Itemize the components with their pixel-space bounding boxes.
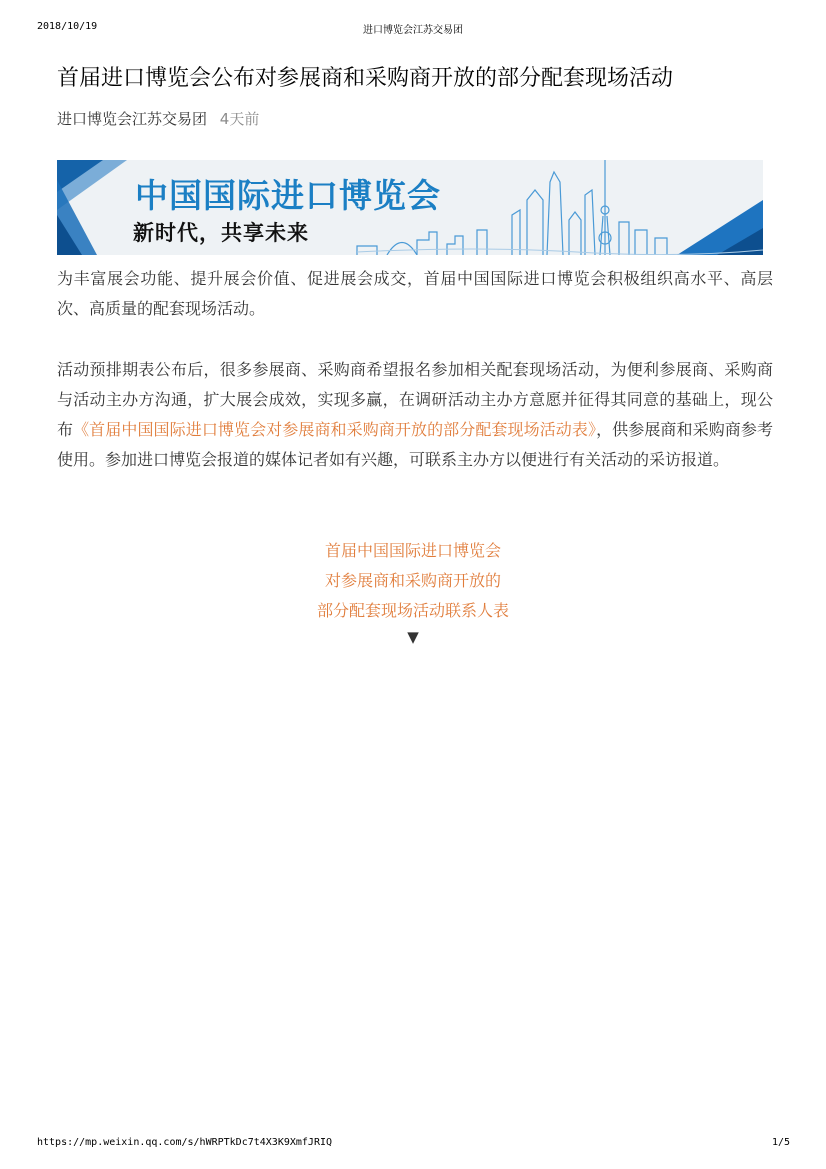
banner-slogan: 新时代，共享未来 [133,221,309,245]
account-name-link[interactable]: 进口博览会江苏交易团 [57,110,208,128]
article-meta [57,108,259,130]
caption-line-3: 部分配套现场活动联系人表 [316,601,509,620]
paragraph-announcement [57,355,773,475]
announcement-text-end: ，供参展商和采购商参考使用。参加进口博览会报道的媒体记者如有兴趣，可联系主办方以便进行有关活动的采访报道。 [57,420,773,469]
activity-table-link[interactable]: 《首届中国国际进口博览会对参展商和采购商开放的部分配套现场活动表》 [73,420,597,439]
article-title: 首届进口博览会公布对参展商和采购商开放的部分配套现场活动 [57,66,674,91]
banner-title: 中国国际进口博览会 [135,176,441,215]
down-arrow-icon: ▼ [407,628,419,646]
print-url: https://mp.weixin.qq.com/s/hWRPTkDc7t4X3K9XmfJRIQ [37,1137,333,1148]
publish-time: 4天前 [219,110,260,128]
print-date: 2018/10/19 [37,21,98,32]
print-page-title: 进口博览会江苏交易团 [363,25,463,36]
caption-line-1: 首届中国国际进口博览会 [324,541,501,560]
contact-table-caption [0,536,826,626]
caption-line-2: 对参展商和采购商开放的 [324,571,501,590]
banner-image [57,160,763,255]
print-page-number: 1/5 [771,1137,790,1148]
announcement-text-start: 活动预排期表公布后，很多参展商、采购商希望报名参加相关配套现场活动，为便利参展商、采购商与活动主办方沟通，扩大展会成效，实现多赢，在调研活动主办方意愿并征得其同意的基础上，现公布 [57,360,773,439]
paragraph-intro: 为丰富展会功能、提升展会价值、促进展会成交，首届中国国际进口博览会积极组织高水平、高层次、高质量的配套现场活动。 [57,269,773,318]
